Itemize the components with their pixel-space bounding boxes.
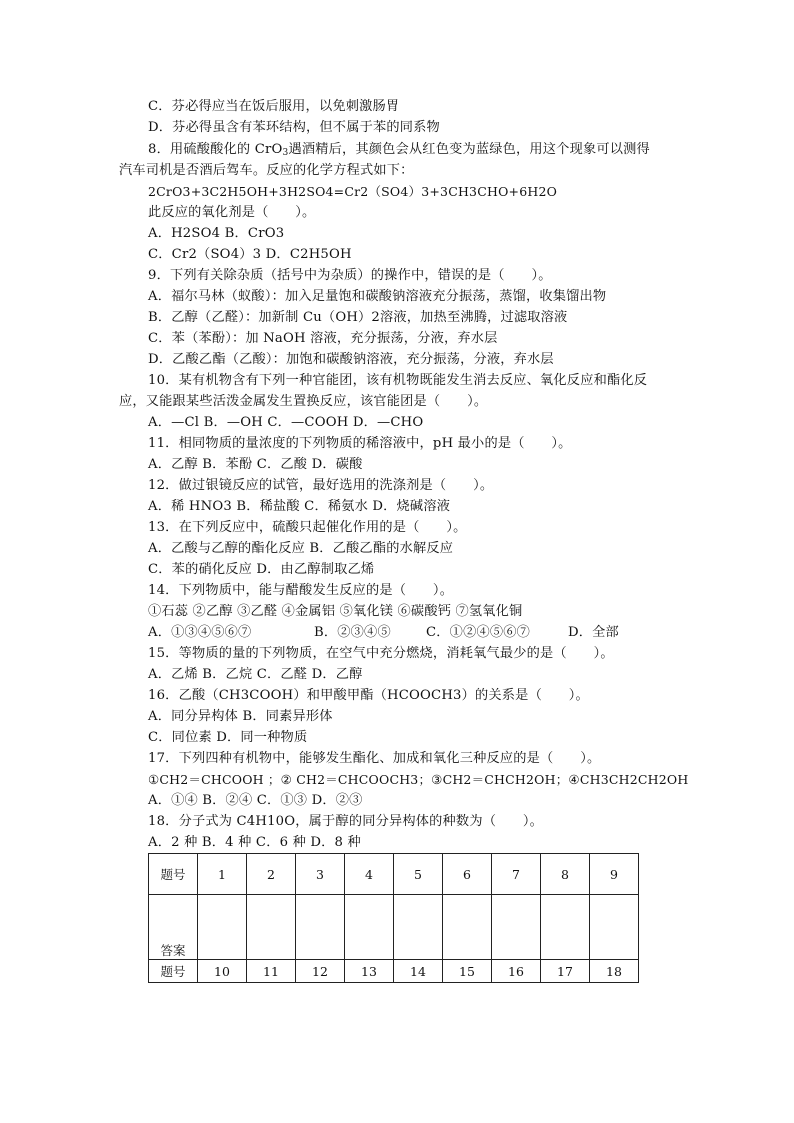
question-number-cell: 10 [198, 960, 247, 983]
question-number-cell: 16 [492, 960, 541, 983]
option-13ab: A．乙酸与乙醇的酯化反应 B．乙酸乙酯的水解反应 [148, 541, 454, 556]
table-header-cell: 题号 [149, 960, 198, 983]
question-number-cell: 5 [394, 854, 443, 895]
question-11: 11．相同物质的量浓度的下列物质的稀溶液中，pH 最小的是（ ）。 [148, 436, 572, 451]
option-16cd: C．同位素 D．同一种物质 [148, 730, 308, 745]
option-11: A．乙醇 B．苯酚 C．乙酸 D．碳酸 [148, 457, 363, 472]
question-number-cell: 13 [345, 960, 394, 983]
question-8-cont: 汽车司机是否酒后驾车。反应的化学方程式如下： [119, 163, 414, 178]
answer-cell[interactable] [247, 895, 296, 960]
question-17-items: ①CH2＝CHCOOH ；② CH2＝CHCOOCH3；③CH2＝CHCH2OH；④CH3CH2CH2OH [148, 772, 689, 787]
question-number-cell: 1 [198, 854, 247, 895]
option-18: A．2 种 B．4 种 C．6 种 D．8 种 [148, 835, 361, 850]
question-number-cell: 8 [541, 854, 590, 895]
option-13cd: C．苯的硝化反应 D．由乙醇制取乙烯 [148, 562, 375, 577]
question-number-cell: 12 [296, 960, 345, 983]
question-13: 13．在下列反应中，硫酸只起催化作用的是（ ）。 [148, 520, 467, 535]
question-8: 8．用硫酸酸化的 CrO$_3$遇酒精后，其颜色会从红色变为蓝绿色，用这个现象可以测得 [148, 142, 650, 158]
option-12: A．稀 HNO3 B．稀盐酸 C．稀氨水 D．烧碱溶液 [148, 499, 451, 514]
answer-cell[interactable] [443, 895, 492, 960]
question-number-cell: 18 [590, 960, 639, 983]
question-10: 10．某有机物含有下列一种官能团，该有机物既能发生消去反应、氧化反应和酯化反 [148, 373, 648, 388]
question-number-cell: 2 [247, 854, 296, 895]
option-15: A．乙烯 B．乙烷 C．乙醛 D．乙醇 [148, 667, 363, 682]
option-16ab: A．同分异构体 B．同素异形体 [148, 709, 333, 724]
table-row [149, 854, 639, 895]
question-number-cell: 15 [443, 960, 492, 983]
question-number-cell: 4 [345, 854, 394, 895]
option-9a: A．福尔马林（蚁酸）：加入足量饱和碳酸钠溶液充分振荡，蒸馏，收集馏出物 [148, 289, 607, 304]
question-16: 16．乙酸（CH3COOH）和甲酸甲酯（HCOOCH3）的关系是（ ）。 [148, 688, 589, 703]
question-8-stem: 此反应的氧化剂是（ ）。 [148, 205, 316, 220]
question-number-cell: 14 [394, 960, 443, 983]
equation: 2CrO3+3C2H5OH+3H2SO4=Cr2（SO4）3+3CH3CHO+6H2O [148, 184, 558, 199]
answer-cell[interactable] [394, 895, 443, 960]
option-8ab: A．H2SO4 B．CrO3 [148, 226, 285, 241]
answer-table [148, 853, 639, 983]
option-9d: D．乙酸乙酯（乙酸）：加饱和碳酸钠溶液，充分振荡，分液，弃水层 [148, 352, 554, 367]
question-number-cell: 6 [443, 854, 492, 895]
question-18: 18．分子式为 C4H10O，属于醇的同分异构体的种数为（ ）。 [148, 814, 544, 829]
exam-page: C．芬必得应当在饭后服用，以免刺激肠胃 D．芬必得虽含有苯环结构，但不属于苯的同系物 8．用硫酸酸化的 CrO$_3$遇酒精后，其颜色会从红色变为蓝绿色，用这个现象可以测得 汽车司机是否酒后驾车。反应的化学方程式如下： 2CrO3+3C2H5OH+3H2SO4=Cr2（SO4）3+3CH3CHO+6H2O 此反应的氧化剂是（ ）。 A．H2SO4 B．CrO3 C．Cr2（SO4）3 D．C2H5OH 9．下列有关除杂质（括号中为杂质）的操作中，错误的是（ ）。 A．福尔马林（蚁酸）：加入足量饱和碳酸钠溶液充分振荡，蒸馏，收集馏出物 B．乙醇（乙醛）：加新制 Cu（OH）2溶液，加热至沸腾，过滤取溶液 C．苯（苯酚）：加 NaOH 溶液，充分振荡，分液，弃水层 D．乙酸乙酯（乙酸）：加饱和碳酸钠溶液，充分振荡，分液，弃水层 10．某有机物含有下列一种官能团，该有机物既能发生消去反应、氧化反应和酯化反 应，又能跟某些活泼金属发生置换反应，该官能团是（ ）。 A．—Cl B．—OH C．—COOH D．—CHO 11．相同物质的量浓度的下列物质的稀溶液中，pH 最小的是（ ）。 A．乙醇 B．苯酚 C．乙酸 D．碳酸 12．做过银镜反应的试管，最好选用的洗涤剂是（ ）。 A．稀 HNO3 B．稀盐酸 C．稀氨水 D．烧碱溶液 13．在下列反应中，硫酸只起催化作用的是（ ）。 A．乙酸与乙醇的酯化反应 B．乙酸乙酯的水解反应 C．苯的硝化反应 D．由乙醇制取乙烯 14．下列物质中，能与醋酸发生反应的是（ ）。 ①石蕊 ②乙醇 ③乙醛 ④金属铝 ⑤氧化镁 ⑥碳酸钙 ⑦氢氧化铜 A．①③④⑤⑥⑦ B．②③④⑤ C．①②④⑤⑥⑦ D．全部 15．等物质的量的下列物质，在空气中充分燃烧，消耗氧气最少的是（ ）。 A．乙烯 B．乙烷 C．乙醛 D．乙醇 16．乙酸（CH3COOH）和甲酸甲酯（HCOOCH3）的关系是（ ）。 A．同分异构体 B．同素异形体 C．同位素 D．同一种物质 17．下列四种有机物中，能够发生酯化、加成和氧化三种反应的是（ ）。 ①CH2＝CHCOOH ；② CH2＝CHCOOCH3；③CH2＝CHCH2OH；④CH3CH2CH2OH A．①④ B．②④ C．①③ D．②③ 18．分子式为 C4H10O，属于醇的同分异构体的种数为（ ）。 A．2 种 B．4 种 C．6 种 D．8 种 题号 1 2 3 4 5 6 7 8 9 答案 题号 10 11 12 13 14 15 16 17 18 [0, 0, 794, 1123]
answer-cell[interactable] [198, 895, 247, 960]
option-7d: D．芬必得虽含有苯环结构，但不属于苯的同系物 [148, 120, 440, 135]
question-17: 17．下列四种有机物中，能够发生酯化、加成和氧化三种反应的是（ ）。 [148, 751, 601, 766]
question-14: 14．下列物质中，能与醋酸发生反应的是（ ）。 [148, 583, 454, 598]
question-14-items: ①石蕊 ②乙醇 ③乙醛 ④金属铝 ⑤氧化镁 ⑥碳酸钙 ⑦氢氧化铜 [148, 604, 523, 619]
question-number-cell: 17 [541, 960, 590, 983]
question-number-cell: 9 [590, 854, 639, 895]
answer-cell[interactable] [296, 895, 345, 960]
question-15: 15．等物质的量的下列物质，在空气中充分燃烧，消耗氧气最少的是（ ）。 [148, 646, 614, 661]
option-9b: B．乙醇（乙醛）：加新制 Cu（OH）2溶液，加热至沸腾，过滤取溶液 [148, 310, 568, 325]
question-number-cell: 7 [492, 854, 541, 895]
table-row [149, 895, 639, 960]
table-row [149, 960, 639, 983]
table-header-cell: 题号 [149, 854, 198, 895]
option-7c: C．芬必得应当在饭后服用，以免刺激肠胃 [148, 99, 400, 114]
option-10: A．—Cl B．—OH C．—COOH D．—CHO [148, 415, 424, 430]
answer-cell[interactable] [492, 895, 541, 960]
option-17: A．①④ B．②④ C．①③ D．②③ [148, 793, 363, 808]
option-8cd: C．Cr2（SO4）3 D．C2H5OH [148, 247, 352, 262]
answer-cell[interactable] [345, 895, 394, 960]
option-9c: C．苯（苯酚）：加 NaOH 溶液，充分振荡，分液，弃水层 [148, 331, 498, 346]
answer-cell[interactable] [541, 895, 590, 960]
question-number-cell: 3 [296, 854, 345, 895]
question-number-cell: 11 [247, 960, 296, 983]
table-header-cell: 答案 [149, 895, 198, 960]
question-12: 12．做过银镜反应的试管，最好选用的洗涤剂是（ ）。 [148, 478, 494, 493]
question-10-cont: 应，又能跟某些活泼金属发生置换反应，该官能团是（ ）。 [119, 394, 488, 409]
question-9: 9．下列有关除杂质（括号中为杂质）的操作中，错误的是（ ）。 [148, 268, 552, 283]
answer-cell[interactable] [590, 895, 639, 960]
